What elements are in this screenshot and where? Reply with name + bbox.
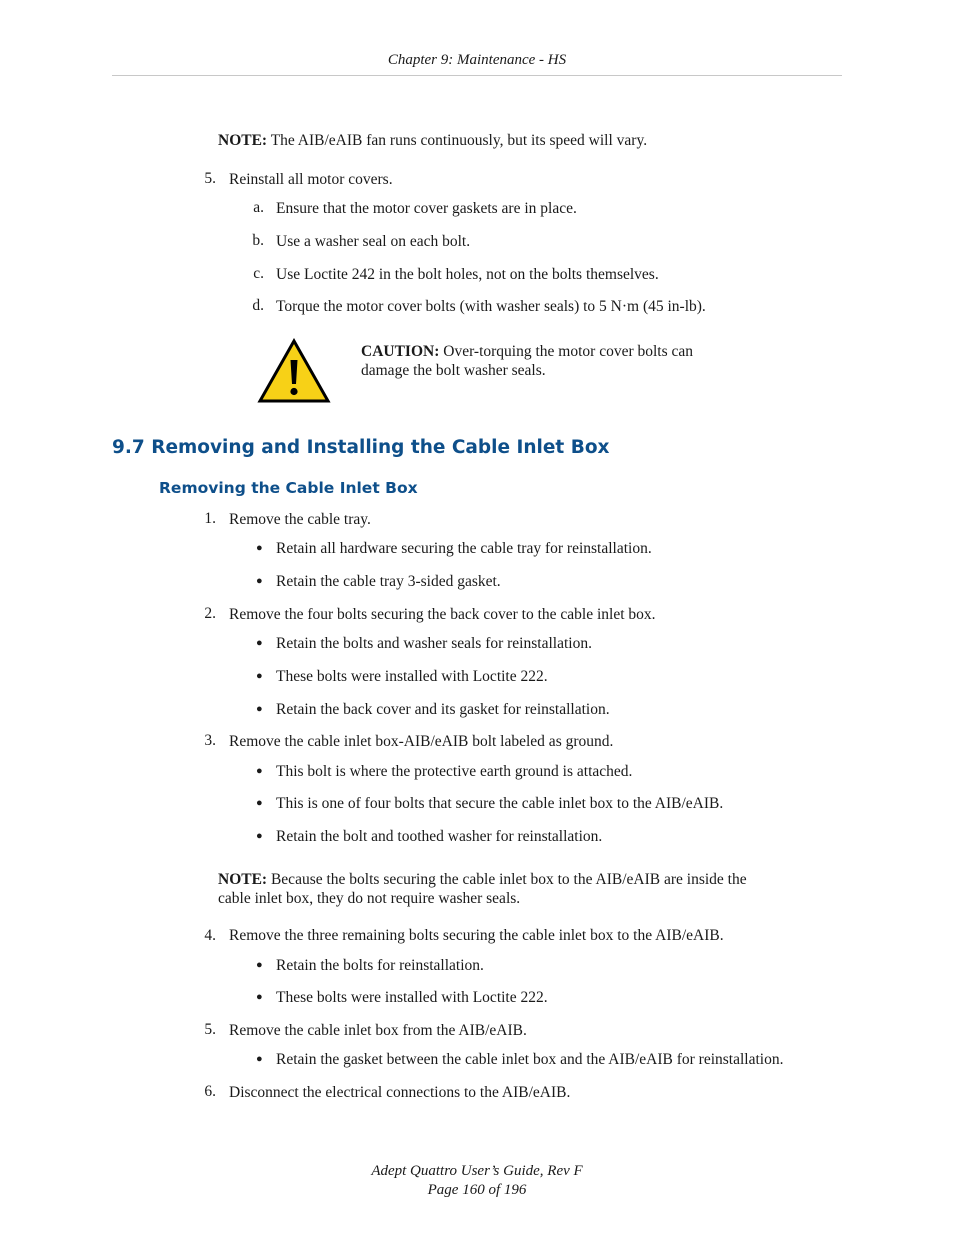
bullet-text: These bolts were installed with Loctite 222. bbox=[276, 668, 548, 685]
bullet-dot: ● bbox=[256, 637, 263, 649]
step-text: Remove the cable inlet box from the AIB/eAIB. bbox=[229, 1022, 527, 1039]
note-label: NOTE: bbox=[218, 132, 268, 149]
caution-line: Over-torquing the motor cover bolts can bbox=[439, 343, 694, 360]
note-label: NOTE: bbox=[218, 871, 268, 888]
caution-label: CAUTION: bbox=[361, 343, 440, 360]
caution-text bbox=[361, 342, 693, 380]
step-number: 2. bbox=[204, 605, 216, 622]
bullet-dot: ● bbox=[256, 765, 263, 777]
note-text: Because the bolts securing the cable inlet box to the AIB/eAIB are inside the bbox=[267, 871, 747, 888]
bullet-dot: ● bbox=[256, 830, 263, 842]
step-text: Remove the cable tray. bbox=[229, 511, 371, 528]
bullet-dot: ● bbox=[256, 703, 263, 715]
subsection-heading: Removing the Cable Inlet Box bbox=[159, 479, 418, 497]
subitem-letter: d. bbox=[252, 297, 264, 314]
bullet-dot: ● bbox=[256, 1053, 263, 1065]
section-heading: 9.7 Removing and Installing the Cable Inlet Box bbox=[112, 437, 610, 458]
bullet-text: This bolt is where the protective earth ground is attached. bbox=[276, 763, 633, 780]
note-text: The AIB/eAIB fan runs continuously, but its speed will vary. bbox=[267, 132, 648, 149]
note-text: cable inlet box, they do not require washer seals. bbox=[218, 890, 521, 907]
page-header: Chapter 9: Maintenance - HS bbox=[387, 52, 567, 68]
bullet-dot: ● bbox=[256, 542, 263, 554]
step-text: Remove the cable inlet box-AIB/eAIB bolt labeled as ground. bbox=[229, 733, 614, 750]
subitem-text: Ensure that the motor cover gaskets are in place. bbox=[276, 200, 577, 217]
bullet-text: Retain the cable tray 3-sided gasket. bbox=[276, 573, 501, 590]
subitem-letter: b. bbox=[252, 232, 264, 249]
footer-page-number: Page 160 of 196 bbox=[427, 1182, 527, 1198]
bullet-text: This is one of four bolts that secure the cable inlet box to the AIB/eAIB. bbox=[276, 795, 724, 812]
bullet-text: Retain the bolts and washer seals for reinstallation. bbox=[276, 635, 592, 652]
subitem-text: Use Loctite 242 in the bolt holes, not on the bolts themselves. bbox=[276, 266, 659, 283]
note-fan bbox=[218, 131, 647, 150]
caution-line: damage the bolt washer seals. bbox=[361, 362, 546, 379]
bullet-text: Retain the bolt and toothed washer for reinstallation. bbox=[276, 828, 603, 845]
step-number: 1. bbox=[204, 510, 216, 527]
step-number: 3. bbox=[204, 732, 216, 749]
bullet-dot: ● bbox=[256, 797, 263, 809]
bullet-dot: ● bbox=[256, 959, 263, 971]
subitem-letter: a. bbox=[253, 199, 264, 216]
step-number: 4. bbox=[204, 927, 216, 944]
bullet-text: Retain the back cover and its gasket for reinstallation. bbox=[276, 701, 610, 718]
bullet-text: Retain the gasket between the cable inlet box and the AIB/eAIB for reinstallation. bbox=[276, 1051, 784, 1068]
step-text: Disconnect the electrical connections to the AIB/eAIB. bbox=[229, 1084, 571, 1101]
step-text: Remove the three remaining bolts securing the cable inlet box to the AIB/eAIB. bbox=[229, 927, 724, 944]
warning-triangle-icon bbox=[257, 338, 331, 404]
bullet-text: Retain all hardware securing the cable tray for reinstallation. bbox=[276, 540, 652, 557]
subitem-text: Torque the motor cover bolts (with washer seals) to 5 N·m (45 in-lb). bbox=[276, 298, 706, 315]
step-text: Remove the four bolts securing the back cover to the cable inlet box. bbox=[229, 606, 656, 623]
bullet-text: Retain the bolts for reinstallation. bbox=[276, 957, 484, 974]
footer-title: Adept Quattro User’s Guide, Rev F bbox=[371, 1163, 583, 1179]
step-number: 5. bbox=[204, 170, 216, 187]
bullet-dot: ● bbox=[256, 670, 263, 682]
step-number: 5. bbox=[204, 1021, 216, 1038]
step-number: 6. bbox=[204, 1083, 216, 1100]
bullet-text: These bolts were installed with Loctite 222. bbox=[276, 989, 548, 1006]
bullet-dot: ● bbox=[256, 575, 263, 587]
bullet-dot: ● bbox=[256, 991, 263, 1003]
subitem-text: Use a washer seal on each bolt. bbox=[276, 233, 471, 250]
subitem-letter: c. bbox=[253, 265, 264, 282]
note-washer-seals bbox=[218, 870, 747, 908]
header-divider bbox=[112, 75, 842, 76]
step-text: Reinstall all motor covers. bbox=[229, 171, 393, 188]
